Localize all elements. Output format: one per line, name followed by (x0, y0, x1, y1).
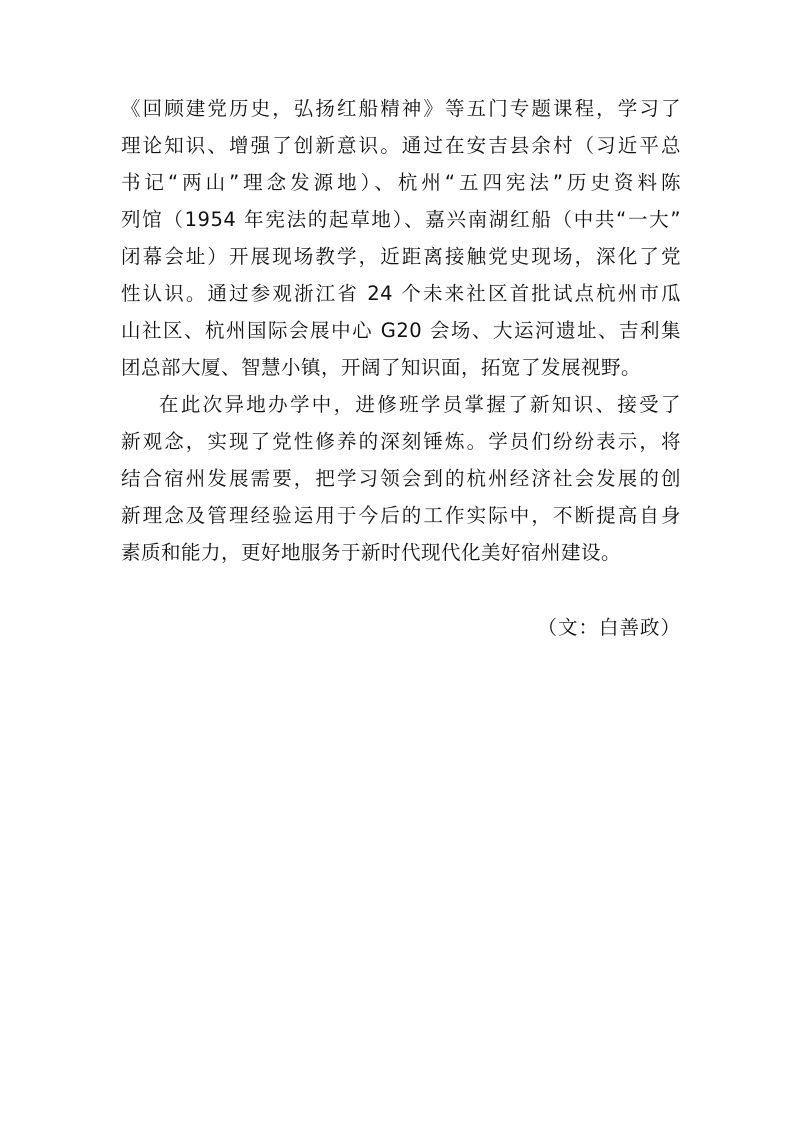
author-byline: （文：白善政） (537, 616, 681, 639)
paragraph-line: 在此次异地办学中，进修班学员掌握了新知识、接受了 (159, 393, 681, 416)
paragraph-line: 列馆（1954 年宪法的起草地）、嘉兴南湖红船（中共“一大” (121, 208, 681, 231)
paragraph-line: 新观念，实现了党性修养的深刻锤炼。学员们纷纷表示，将 (121, 430, 681, 453)
paragraph-line: 闭幕会址）开展现场教学，近距离接触党史现场，深化了党 (121, 245, 681, 268)
paragraph-line: 结合宿州发展需要，把学习领会到的杭州经济社会发展的创 (121, 467, 681, 490)
paragraph-line: 性认识。通过参观浙江省 24 个未来社区首批试点杭州市瓜 (121, 282, 681, 305)
paragraph-line: 理论知识、增强了创新意识。通过在安吉县余村（习近平总 (121, 134, 681, 157)
paragraph-line: 书记“两山”理念发源地）、杭州“五四宪法”历史资料陈 (121, 171, 681, 194)
paragraph-line: 素质和能力，更好地服务于新时代现代化美好宿州建设。 (121, 541, 622, 564)
paragraph-line: 团总部大厦、智慧小镇，开阔了知识面，拓宽了发展视野。 (121, 356, 642, 379)
paragraph-line: 山社区、杭州国际会展中心 G20 会场、大运河遗址、吉利集 (121, 319, 681, 342)
paragraph-line: 《回顾建党历史，弘扬红船精神》等五门专题课程，学习了 (121, 97, 681, 120)
paragraph-2 (121, 386, 681, 571)
paragraph-line: 新理念及管理经验运用于今后的工作实际中，不断提高自身 (121, 504, 681, 527)
paragraph-1 (121, 90, 681, 386)
spacer (121, 571, 681, 609)
document-body (121, 90, 681, 646)
